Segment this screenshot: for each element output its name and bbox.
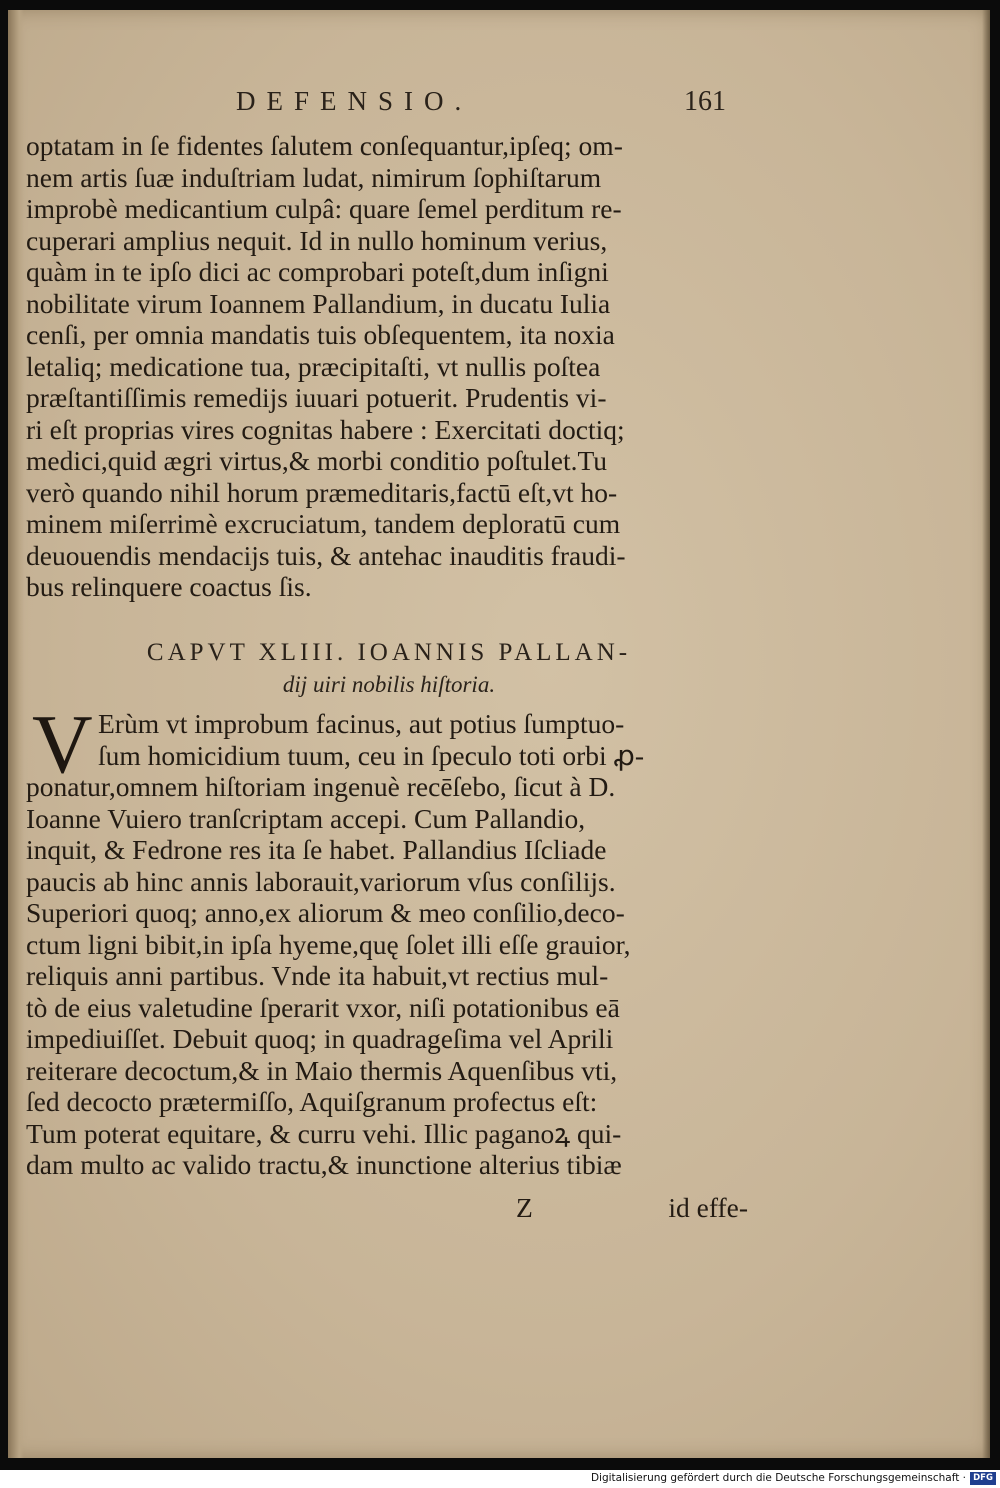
text-line: reiterare decoctum,& in Maio thermis Aquenſibus vti,	[26, 1054, 618, 1086]
funding-notice: Digitalisierung gefördert durch die Deutsche Forschungsgemeinschaft ·	[590, 1472, 966, 1484]
text-line: cuperari amplius nequit. Id in nullo hominum verius,	[26, 224, 608, 256]
text-line: Ioanne Vuiero tranſcriptam accepi. Cum Pallandio,	[26, 802, 586, 834]
text-line: letaliq; medicatione tua, præcipitaſti, vt nullis poſtea	[26, 350, 601, 382]
text-line: ctum ligni bibit,in ipſa hyeme,quę ſolet illi eſſe grauior,	[26, 928, 631, 960]
running-title: DEFENSIO.	[236, 86, 473, 116]
text-line: nobilitate virum Ioannem Pallandium, in ducatu Iulia	[26, 287, 611, 319]
text-line: ſum homicidium tuum, ceu in ſpeculo toti orbi ꝓ-	[98, 739, 645, 771]
text-line: verò quando nihil horum præmeditaris,factū eſt,vt ho-	[26, 476, 618, 508]
text-line: dam multo ac valido tractu,& inunctione alterius tibiæ	[26, 1149, 622, 1180]
text-line: reliquis anni partibus. Vnde ita habuit,vt rectius mul-	[26, 960, 609, 991]
text-line: paucis ab hinc annis laborauit,variorum vſus conſilijs.	[26, 865, 616, 897]
chapter-title: CAPVT XLIII. IOANNIS PALLAN-	[146, 639, 632, 666]
text-line: ponatur,omnem hiſtoriam ingenuè recēſebo, ſicut à D.	[26, 771, 616, 802]
text-line: ri eſt proprias vires cognitas habere : Exercitati doctiq;	[26, 413, 625, 445]
catchword: id effe-	[668, 1192, 748, 1223]
text-line: Superiori quoq; anno,ex aliorum & meo conſilio,deco-	[26, 897, 625, 928]
text-line: bus relinquere coactus ſis.	[26, 571, 312, 602]
text-line: improbè medicantium culpâ: quare ſemel perditum re-	[26, 193, 622, 224]
page-gutter	[8, 10, 24, 1458]
text-line: optatam in ſe fidentes ſalutem conſequantur,ipſeq; om-	[26, 130, 623, 161]
page-fore-edge	[982, 10, 990, 1458]
text-line: inquit, & Fedrone res ita ſe habet. Pallandius Iſcliade	[26, 834, 607, 865]
text-line: præſtantiſſimis remedijs iuuari potuerit. Prudentis vi-	[26, 382, 607, 413]
text-line: medici,quid ægri virtus,& morbi conditio poſtulet.Tu	[26, 445, 608, 476]
text-line: Erùm vt improbum facinus, aut potius ſumptuo-	[98, 708, 625, 739]
running-head	[236, 86, 726, 120]
text-line: nem artis ſuæ induſtriam ludat, nimirum ſophiſtarum	[26, 161, 602, 193]
paragraph-1	[26, 130, 752, 603]
catchword-row	[26, 1192, 752, 1226]
text-line: Tum poterat equitare, & curru vehi. Illic paganoꝝ qui-	[26, 1117, 622, 1149]
text-line: impediuiſſet. Debuit quoq; in quadrageſima vel Aprili	[26, 1023, 614, 1054]
text-line: minem miſerrimè excruciatum, tandem deploratū cum	[26, 508, 621, 539]
chapter-heading	[26, 636, 752, 700]
page-number: 161	[684, 86, 726, 117]
text-line: quàm in te ipſo dici ac comprobari poteſt,dum inſigni	[26, 256, 609, 287]
text-line: tò de eius valetudine ſperarit vxor, niſi potationibus eā	[26, 991, 620, 1023]
text-line: deuouendis mendacijs tuis, & antehac inauditis fraudi-	[26, 539, 626, 571]
text-line: cenſi, per omnia mandatis tuis obſequentem, ita noxia	[26, 319, 615, 350]
paragraph-2	[26, 698, 752, 1181]
footer-bar	[0, 1470, 1000, 1488]
signature-mark: Z	[516, 1192, 533, 1223]
text-line: ſed decocto prætermiſſo, Aquiſgranum profectus eſt:	[26, 1086, 598, 1117]
drop-initial: V	[32, 698, 93, 791]
chapter-subtitle: dij uiri nobilis hiſtoria.	[282, 672, 496, 697]
dfg-logo-icon[interactable]: DFG	[970, 1472, 996, 1485]
